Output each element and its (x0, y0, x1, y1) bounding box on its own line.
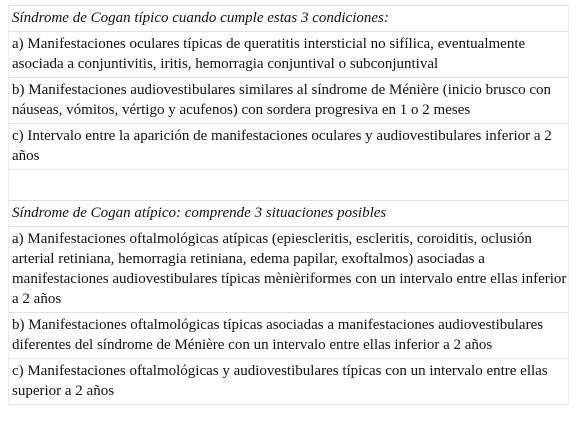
table-row (9, 32, 569, 78)
table-row (9, 6, 569, 32)
table-row (9, 170, 569, 201)
table-row (9, 227, 569, 313)
typical-item-b: b) Manifestaciones audiovestibulares similares al síndrome de Ménière (inicio brusco con náuseas, vómitos, vértigo y acufenos) con sordera progresiva en 1 o 2 meses (9, 78, 569, 124)
atypical-item-a: a) Manifestaciones oftalmológicas atípicas (epiescleritis, escleritis, coroiditis, oclusión arterial retiniana, hemorragia retiniana, edema papilar, exoftalmos) asociadas a manifestaciones audiovestibulares típicas mènièriformes con un intervalo entre ellas inferior a 2 años (9, 227, 569, 313)
table-row (9, 124, 569, 170)
table-row (9, 313, 569, 359)
table-row (9, 201, 569, 227)
typical-item-a: a) Manifestaciones oculares típicas de queratitis intersticial no sifílica, eventualmente asociada a conjuntivitis, iritis, hemorragia conjuntival o subconjuntival (9, 32, 569, 78)
cogan-criteria-table (8, 5, 569, 405)
atypical-item-b: b) Manifestaciones oftalmológicas típicas asociadas a manifestaciones audiovestibulares diferentes del síndrome de Ménière con un intervalo entre ellas inferior a 2 años (9, 313, 569, 359)
typical-item-c: c) Intervalo entre la aparición de manifestaciones oculares y audiovestibulares inferior a 2 años (9, 124, 569, 170)
typical-heading: Síndrome de Cogan típico cuando cumple estas 3 condiciones: (9, 6, 569, 32)
table-row (9, 78, 569, 124)
atypical-heading: Síndrome de Cogan atípico: comprende 3 situaciones posibles (9, 201, 569, 227)
spacer-row (9, 170, 569, 201)
table-row (9, 359, 569, 405)
atypical-item-c: c) Manifestaciones oftalmológicas y audiovestibulares típicas con un intervalo entre ellas superior a 2 años (9, 359, 569, 405)
